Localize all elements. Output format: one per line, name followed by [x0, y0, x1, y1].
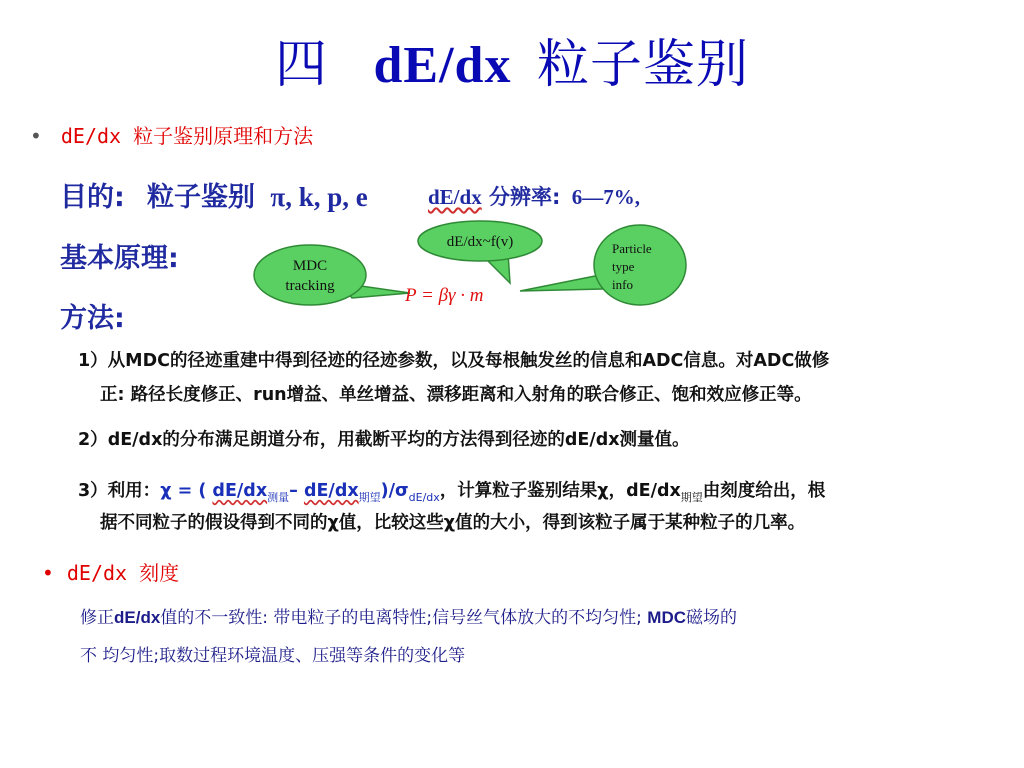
resolution-label: 分辨率:: [489, 185, 561, 209]
chi-formula-dedx-measured: dE/dx: [212, 481, 268, 501]
step-1-line-2: 正: 路径长度修正、run增益、单丝增益、漂移距离和入射角的联合修正、饱和效应修正等。: [100, 385, 812, 405]
particle-bubble-line1: Particle: [612, 241, 652, 256]
step-3-tail: 由刻度给出，根: [702, 481, 826, 501]
bullet-marker: •: [30, 124, 42, 148]
bullet-2-text: [67, 561, 179, 585]
bullet-2-cjk: 刻度: [139, 561, 180, 585]
principle-formula: P = βγ · m: [405, 285, 484, 306]
resolution-latin: dE/dx: [428, 185, 482, 209]
chi-formula-sub-measured: 测量: [267, 491, 290, 504]
bullet-2-latin: dE/dx: [66, 561, 128, 585]
step-3-line-2: 据不同粒子的假设得到不同的χ值，比较这些χ值的大小，得到该粒子属于某种粒子的几率。: [100, 513, 806, 533]
chi-formula-sub-sigma: dE/dx: [408, 491, 440, 504]
principle-diagram: [240, 215, 700, 325]
title-latin: dE/dx: [373, 37, 512, 94]
calibration-line-1-b: dE/dx: [114, 608, 161, 627]
mdc-bubble-line1: MDC: [292, 258, 328, 274]
chi-formula-dedx-expected: dE/dx: [303, 481, 359, 501]
chi-formula-close: )/σ: [380, 481, 409, 501]
purpose-target-cjk: 粒子鉴别: [147, 182, 255, 213]
chi-formula-sub-expected: 期望: [358, 491, 381, 504]
calibration-line-1-c: 值的不一致性: 带电粒子的电离特性;信号丝气体放大的不均匀性;: [160, 608, 648, 628]
bullet-1-cjk: 粒子鉴别原理和方法: [133, 124, 314, 148]
bullet-2: [42, 557, 179, 586]
step-3-dedx: dE/dx: [626, 481, 681, 501]
step-3-mid: ，计算粒子鉴别结果χ，: [439, 481, 627, 501]
calibration-line-1-a: 修正: [80, 608, 114, 628]
step-3-prefix: 3）利用：: [78, 481, 161, 501]
resolution: [428, 181, 640, 211]
particle-bubble-line2: type: [612, 259, 635, 274]
purpose-label: 目的:: [60, 182, 125, 213]
chi-formula: [160, 481, 440, 504]
step-2: [78, 426, 690, 451]
purpose-particles: π, k, p, e: [270, 182, 368, 212]
bullet-1-text: [61, 124, 313, 148]
bullet-1-latin: dE/dx: [60, 124, 122, 148]
title-roman: 四: [274, 35, 328, 95]
chi-formula-minus: –: [289, 481, 304, 501]
slide-title: [0, 22, 1024, 97]
principle-label: 基本原理:: [60, 243, 179, 274]
dedx-bubble: [418, 221, 542, 283]
calibration-line-1-d: MDC: [647, 608, 687, 627]
step-3-sub-expected: 期望: [680, 491, 703, 504]
method-label: 方法:: [60, 303, 125, 334]
chi-formula-open: χ = (: [160, 481, 213, 501]
purpose-target: [147, 175, 368, 214]
mdc-bubble: [254, 245, 410, 305]
calibration-line-1-e: 磁场的: [686, 608, 738, 628]
dedx-bubble-text: dE/dx~f(v): [446, 234, 514, 250]
particle-bubble-line3: info: [612, 277, 633, 292]
bullet-1: [30, 120, 313, 149]
mdc-bubble-line2: tracking: [285, 278, 335, 294]
step-2-prefix: 2）: [78, 430, 108, 450]
step-1-line-1: 1）从MDC的径迹重建中得到径迹的径迹参数，以及每根触发丝的信息和ADC信息。对ADC做修: [78, 351, 830, 371]
step-2-text: dE/dx的分布满足朗道分布，用截断平均的方法得到径迹的dE/dx测量值。: [107, 430, 690, 450]
bullet-2-marker: •: [42, 561, 54, 585]
particle-bubble: [520, 225, 686, 305]
title-cjk: 粒子鉴别: [537, 35, 750, 95]
calibration-line-1: [80, 603, 737, 628]
step-3-line-1: [78, 477, 825, 505]
calibration-line-2: 不 均匀性;取数过程环境温度、压强等条件的变化等: [80, 646, 466, 666]
resolution-value: 6—7%,: [571, 185, 640, 209]
